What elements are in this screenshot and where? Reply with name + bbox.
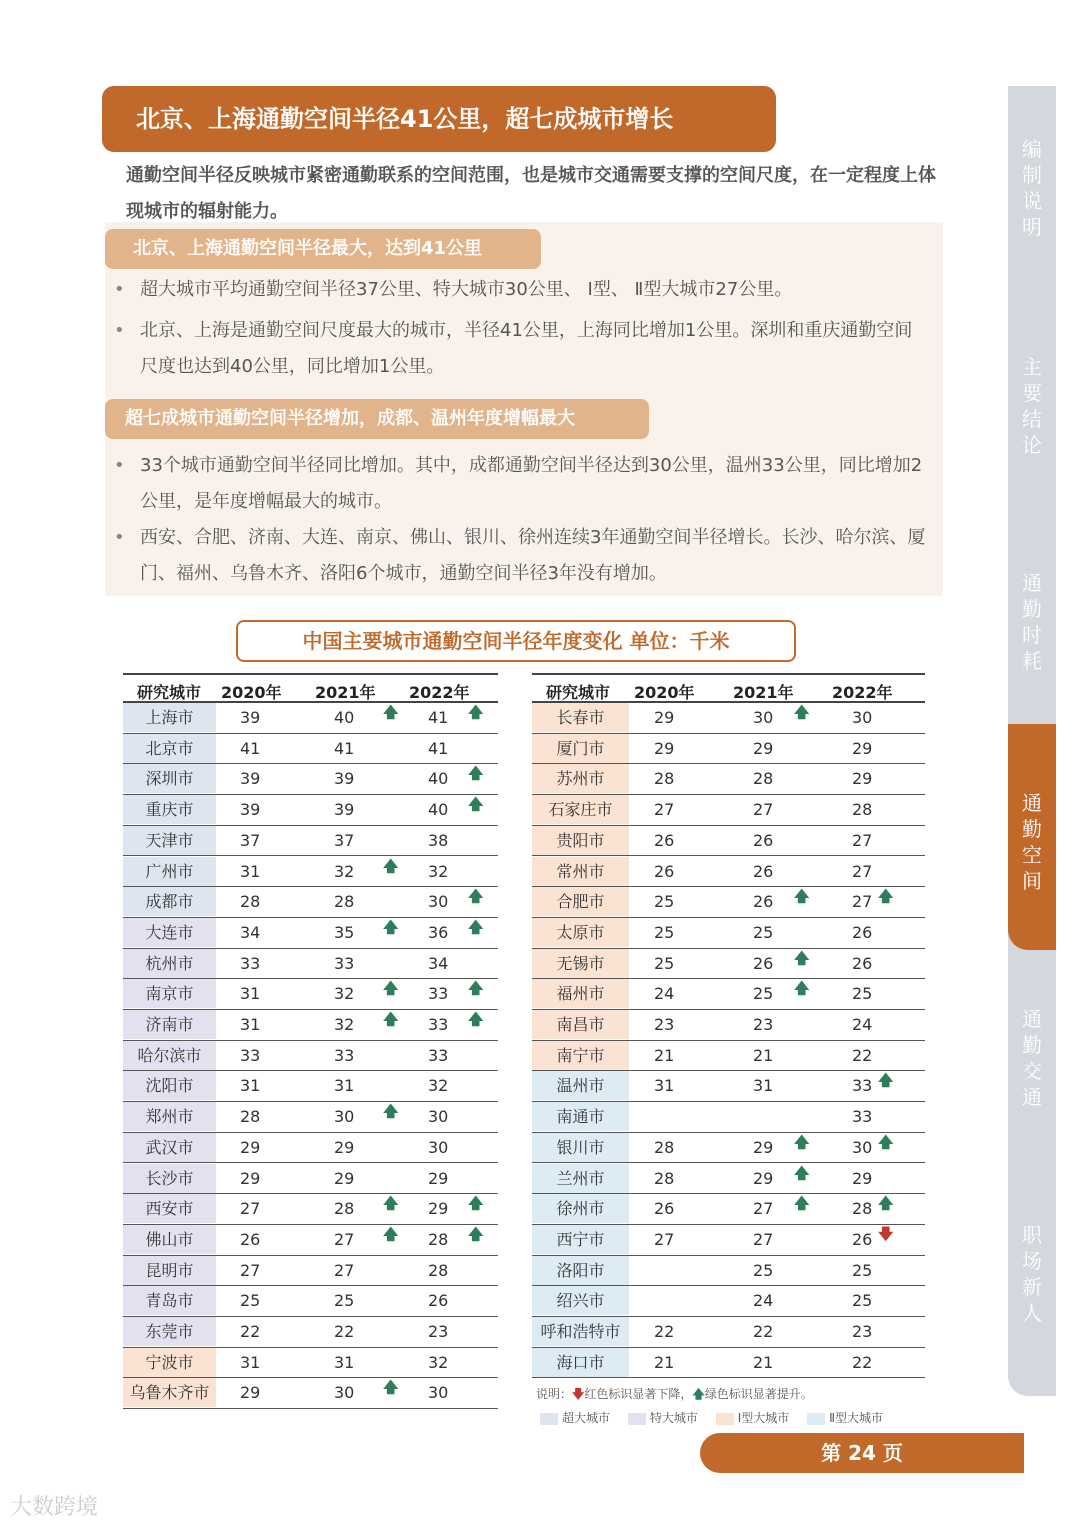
side-nav-item[interactable]: 职 场 新 人 (1022, 1223, 1042, 1325)
value-cell: 29 (240, 1383, 261, 1403)
table-row (532, 764, 925, 795)
city-cell: 宁波市 (123, 1348, 216, 1377)
value-cell: 22 (852, 1352, 873, 1372)
value-cell: 28 (852, 1199, 873, 1219)
up-arrow-icon: 🡅 (878, 1071, 894, 1090)
value-cell: 31 (240, 1015, 261, 1034)
value-cell: 26 (852, 953, 873, 973)
table-row (532, 1348, 925, 1379)
table-row (532, 918, 925, 949)
value-cell: 28 (334, 892, 355, 912)
city-cell: 郑州市 (123, 1102, 216, 1131)
city-cell: 西安市 (123, 1194, 216, 1223)
value-cell: 39 (240, 769, 261, 789)
up-arrow-icon: 🡅 (383, 1102, 399, 1121)
up-arrow-icon: 🡅 (383, 1224, 399, 1243)
value-cell: 30 (753, 708, 774, 727)
col-2022: 2022年 (832, 683, 893, 702)
value-cell: 37 (240, 830, 261, 850)
value-cell: 25 (753, 1260, 774, 1280)
value-cell: 26 (428, 1291, 449, 1311)
value-cell: 29 (428, 1168, 449, 1188)
value-cell: 26 (654, 830, 675, 850)
value-cell: 28 (654, 1168, 675, 1188)
value-cell: 32 (334, 1015, 355, 1034)
up-arrow-icon: 🡅 (468, 979, 484, 998)
value-cell: 27 (852, 892, 873, 912)
value-cell: 27 (334, 1260, 355, 1280)
table-row (532, 857, 925, 888)
value-cell: 29 (753, 1168, 774, 1188)
value-cell: 31 (654, 1076, 675, 1096)
up-arrow-icon: 🡅 (878, 1132, 894, 1151)
table-row (532, 949, 925, 980)
section2-bullet-1: • 33个城市通勤空间半径同比增加。其中，成都通勤空间半径达到30公里，温州33公里，同比增加2公里，是年度增幅最大的城市。 (114, 455, 923, 512)
table-row (532, 826, 925, 857)
up-arrow-icon: 🡅 (383, 856, 399, 875)
value-cell: 41 (240, 738, 261, 758)
value-cell: 22 (852, 1045, 873, 1065)
value-cell: 30 (428, 1383, 449, 1403)
table-legend: 超大城市 特大城市 Ⅰ型大城市 Ⅱ型大城市 (540, 1409, 883, 1426)
table-row (532, 1225, 925, 1256)
value-cell: 29 (334, 1137, 355, 1157)
value-cell: 31 (334, 1076, 355, 1096)
city-cell: 杭州市 (123, 949, 216, 978)
value-cell: 31 (334, 1352, 355, 1372)
value-cell: 29 (240, 1168, 261, 1188)
down-arrow-icon: 🡇 (878, 1224, 894, 1243)
value-cell: 21 (753, 1352, 774, 1372)
city-cell: 乌鲁木齐市 (123, 1378, 216, 1407)
value-cell: 28 (334, 1199, 355, 1219)
city-cell: 福州市 (532, 979, 629, 1008)
col-2021: 2021年 (733, 683, 794, 702)
city-cell: 南宁市 (532, 1041, 629, 1070)
table-row (532, 1133, 925, 1164)
up-arrow-icon: 🡅 (468, 764, 484, 783)
value-cell: 23 (852, 1322, 873, 1341)
value-cell: 41 (428, 738, 449, 758)
value-cell: 34 (428, 953, 449, 973)
value-cell: 37 (334, 830, 355, 850)
value-cell: 26 (753, 861, 774, 881)
value-cell: 26 (852, 1229, 873, 1249)
table-row (532, 795, 925, 826)
table-row (532, 887, 925, 918)
value-cell: 31 (240, 861, 261, 881)
value-cell: 28 (240, 1107, 261, 1127)
city-cell: 成都市 (123, 887, 216, 916)
up-arrow-icon: 🡅 (383, 1378, 399, 1397)
value-cell: 26 (240, 1229, 261, 1249)
value-cell: 27 (852, 830, 873, 850)
value-cell: 27 (753, 1229, 774, 1249)
value-cell: 30 (428, 1107, 449, 1127)
city-cell: 济南市 (123, 1010, 216, 1039)
table-row (123, 887, 498, 918)
table-row (123, 1041, 498, 1072)
value-cell: 30 (334, 1107, 355, 1127)
value-cell: 32 (428, 1076, 449, 1096)
table-row (123, 979, 498, 1010)
up-arrow-icon: 🡅 (794, 703, 810, 721)
up-arrow-icon: 🡅 (383, 703, 399, 721)
value-cell: 25 (753, 984, 774, 1004)
value-cell: 41 (428, 708, 449, 727)
value-cell: 31 (753, 1076, 774, 1096)
value-cell: 33 (428, 984, 449, 1004)
value-cell: 21 (753, 1045, 774, 1065)
value-cell: 30 (428, 892, 449, 912)
table-row (123, 703, 498, 734)
city-cell: 无锡市 (532, 949, 629, 978)
value-cell: 31 (240, 1352, 261, 1372)
value-cell: 23 (428, 1322, 449, 1341)
table-row (123, 857, 498, 888)
value-cell: 26 (654, 1199, 675, 1219)
value-cell: 22 (753, 1322, 774, 1341)
value-cell: 23 (654, 1015, 675, 1034)
value-cell: 29 (852, 738, 873, 758)
up-arrow-icon: 🡅 (468, 795, 484, 814)
table-row (123, 764, 498, 795)
up-arrow-icon: 🡅 (468, 1224, 484, 1243)
city-cell: 长沙市 (123, 1164, 216, 1193)
value-cell: 30 (334, 1383, 355, 1403)
up-arrow-icon: 🡅 (468, 887, 484, 906)
value-cell: 22 (334, 1322, 355, 1341)
table-row (532, 1194, 925, 1225)
up-arrow-icon: 🡅 (794, 887, 810, 906)
table-row (123, 795, 498, 826)
value-cell: 28 (428, 1229, 449, 1249)
up-arrow-icon: 🡅 (383, 1010, 399, 1028)
value-cell: 22 (240, 1322, 261, 1341)
city-cell: 广州市 (123, 857, 216, 886)
city-cell: 上海市 (123, 703, 216, 732)
value-cell: 40 (428, 800, 449, 820)
table-row (123, 1256, 498, 1287)
city-cell: 北京市 (123, 734, 216, 763)
table-row (532, 1010, 925, 1041)
side-nav-item[interactable]: 编 制 说 明 (1022, 137, 1042, 239)
value-cell: 26 (753, 953, 774, 973)
table-row (123, 1133, 498, 1164)
city-cell: 南京市 (123, 979, 216, 1008)
table-row (123, 734, 498, 765)
city-cell: 洛阳市 (532, 1256, 629, 1285)
up-arrow-icon: 🡅 (692, 1387, 705, 1401)
value-cell: 21 (654, 1045, 675, 1065)
table-row (532, 979, 925, 1010)
table-row (123, 1317, 498, 1348)
side-nav-item[interactable]: 通 勤 空 间 (1022, 791, 1042, 893)
col-2020: 2020年 (221, 683, 282, 702)
up-arrow-icon: 🡅 (794, 948, 810, 967)
value-cell: 28 (654, 1137, 675, 1157)
value-cell: 23 (753, 1015, 774, 1034)
col-city: 研究城市 (546, 683, 611, 702)
value-cell: 29 (753, 1137, 774, 1157)
value-cell: 33 (852, 1107, 873, 1127)
city-cell: 海口市 (532, 1348, 629, 1377)
city-cell: 长春市 (532, 703, 629, 732)
value-cell: 29 (753, 738, 774, 758)
value-cell: 27 (852, 861, 873, 881)
city-cell: 呼和浩特市 (532, 1317, 629, 1346)
value-cell: 33 (334, 953, 355, 973)
value-cell: 28 (852, 800, 873, 820)
value-cell: 25 (654, 953, 675, 973)
section2-bullet-2: • 西安、合肥、济南、大连、南京、佛山、银川、徐州连续3年通勤空间半径增长。长沙、哈尔滨、厦门、福州、乌鲁木齐、洛阳6个城市，通勤空间半径3年没有增加。 (114, 527, 926, 584)
value-cell: 25 (654, 922, 675, 942)
city-cell: 东莞市 (123, 1317, 216, 1346)
value-cell: 33 (428, 1015, 449, 1034)
value-cell: 39 (240, 708, 261, 727)
value-cell: 25 (240, 1291, 261, 1311)
value-cell: 24 (654, 984, 675, 1004)
table-row (123, 1225, 498, 1256)
city-cell: 徐州市 (532, 1194, 629, 1223)
col-2020: 2020年 (634, 683, 695, 702)
up-arrow-icon: 🡅 (383, 1194, 399, 1213)
value-cell: 29 (654, 738, 675, 758)
city-cell: 沈阳市 (123, 1071, 216, 1100)
value-cell: 27 (654, 1229, 675, 1249)
page-title: 北京、上海通勤空间半径41公里，超七成城市增长 (102, 86, 776, 152)
up-arrow-icon: 🡅 (794, 1163, 810, 1182)
city-cell: 深圳市 (123, 764, 216, 793)
value-cell: 35 (334, 922, 355, 942)
city-cell: 厦门市 (532, 734, 629, 763)
value-cell: 32 (334, 861, 355, 881)
table-header (123, 673, 498, 703)
city-cell: 合肥市 (532, 887, 629, 916)
table-row (123, 826, 498, 857)
city-cell: 温州市 (532, 1071, 629, 1100)
city-cell: 石家庄市 (532, 795, 629, 824)
value-cell: 27 (654, 800, 675, 820)
value-cell: 27 (334, 1229, 355, 1249)
value-cell: 25 (852, 1260, 873, 1280)
col-city: 研究城市 (137, 683, 202, 702)
city-cell: 青岛市 (123, 1286, 216, 1315)
value-cell: 25 (852, 984, 873, 1004)
value-cell: 41 (334, 738, 355, 758)
intro-paragraph: 通勤空间半径反映城市紧密通勤联系的空间范围，也是城市交通需要支撑的空间尺度，在一定程度上体现城市的辐射能力。 (126, 165, 936, 222)
table-row (532, 734, 925, 765)
value-cell: 26 (753, 830, 774, 850)
up-arrow-icon: 🡅 (794, 1132, 810, 1151)
value-cell: 39 (240, 800, 261, 820)
table-row (123, 1378, 498, 1409)
table-row (532, 1071, 925, 1102)
col-2021: 2021年 (315, 683, 376, 702)
value-cell: 29 (852, 1168, 873, 1188)
up-arrow-icon: 🡅 (468, 917, 484, 936)
table-row (532, 1256, 925, 1287)
table-row (123, 1071, 498, 1102)
table-row (532, 1102, 925, 1133)
city-cell: 银川市 (532, 1133, 629, 1162)
value-cell: 21 (654, 1352, 675, 1372)
up-arrow-icon: 🡅 (468, 703, 484, 721)
value-cell: 27 (753, 800, 774, 820)
table-row (123, 1286, 498, 1317)
city-cell: 绍兴市 (532, 1286, 629, 1315)
value-cell: 32 (428, 861, 449, 881)
value-cell: 26 (753, 892, 774, 912)
city-cell: 太原市 (532, 918, 629, 947)
up-arrow-icon: 🡅 (794, 1194, 810, 1213)
value-cell: 24 (852, 1015, 873, 1034)
value-cell: 30 (428, 1137, 449, 1157)
value-cell: 27 (240, 1260, 261, 1280)
city-cell: 天津市 (123, 826, 216, 855)
value-cell: 28 (654, 769, 675, 789)
value-cell: 34 (240, 922, 261, 942)
city-cell: 南昌市 (532, 1010, 629, 1039)
table-row (123, 1164, 498, 1195)
section1-bullet-1: • 超大城市平均通勤空间半径37公里、特大城市30公里、 Ⅰ型、 Ⅱ型大城市27公里。 (114, 279, 793, 300)
value-cell: 40 (428, 769, 449, 789)
table-header (532, 673, 925, 703)
value-cell: 25 (753, 922, 774, 942)
table-row (123, 918, 498, 949)
value-cell: 27 (240, 1199, 261, 1219)
value-cell: 28 (428, 1260, 449, 1280)
city-cell: 武汉市 (123, 1133, 216, 1162)
col-2022: 2022年 (409, 683, 470, 702)
city-cell: 昆明市 (123, 1256, 216, 1285)
value-cell: 25 (654, 892, 675, 912)
value-cell: 31 (240, 984, 261, 1004)
up-arrow-icon: 🡅 (794, 979, 810, 998)
value-cell: 33 (334, 1045, 355, 1065)
city-cell: 苏州市 (532, 764, 629, 793)
value-cell: 33 (852, 1076, 873, 1096)
value-cell: 32 (334, 984, 355, 1004)
value-cell: 22 (654, 1322, 675, 1341)
value-cell: 39 (334, 800, 355, 820)
up-arrow-icon: 🡅 (878, 1194, 894, 1213)
city-cell: 贵阳市 (532, 826, 629, 855)
up-arrow-icon: 🡅 (468, 1194, 484, 1213)
table-row (123, 1194, 498, 1225)
table-row (532, 703, 925, 734)
side-nav-item[interactable]: 主 要 结 论 (1022, 355, 1042, 457)
city-cell: 大连市 (123, 918, 216, 947)
city-cell: 佛山市 (123, 1225, 216, 1254)
table-row (532, 1286, 925, 1317)
city-cell: 重庆市 (123, 795, 216, 824)
table-row (532, 1317, 925, 1348)
value-cell: 25 (852, 1291, 873, 1311)
table-row (123, 949, 498, 980)
up-arrow-icon: 🡅 (468, 1010, 484, 1028)
section2-heading: 超七成城市通勤空间半径增加，成都、温州年度增幅最大 (105, 399, 649, 439)
value-cell: 29 (428, 1199, 449, 1219)
down-arrow-icon: 🡇 (572, 1387, 585, 1401)
section1-bullet-2: • 北京、上海是通勤空间尺度最大的城市，半径41公里，上海同比增加1公里。深圳和重庆通勤空间尺度也达到40公里，同比增加1公里。 (114, 320, 913, 377)
value-cell: 26 (654, 861, 675, 881)
value-cell: 28 (240, 892, 261, 912)
table-title: 中国主要城市通勤空间半径年度变化 单位：千米 (236, 620, 796, 662)
value-cell: 30 (852, 708, 873, 727)
city-cell: 西宁市 (532, 1225, 629, 1254)
city-cell: 哈尔滨市 (123, 1041, 216, 1070)
value-cell: 28 (753, 769, 774, 789)
up-arrow-icon: 🡅 (383, 979, 399, 998)
value-cell: 40 (334, 708, 355, 727)
up-arrow-icon: 🡅 (878, 887, 894, 906)
table-note: 说明：🡇红色标识显著下降，🡅绿色标识显著提升。 (536, 1387, 813, 1401)
value-cell: 33 (240, 1045, 261, 1065)
value-cell: 32 (428, 1352, 449, 1372)
value-cell: 38 (428, 830, 449, 850)
value-cell: 31 (240, 1076, 261, 1096)
page-number: 第 24 页 (700, 1433, 1024, 1473)
table-row (123, 1348, 498, 1379)
value-cell: 29 (334, 1168, 355, 1188)
value-cell: 29 (852, 769, 873, 789)
table-row (532, 1041, 925, 1072)
value-cell: 24 (753, 1291, 774, 1311)
value-cell: 29 (654, 708, 675, 727)
section1-heading: 北京、上海通勤空间半径最大，达到41公里 (105, 229, 541, 269)
city-cell: 南通市 (532, 1102, 629, 1131)
up-arrow-icon: 🡅 (383, 917, 399, 936)
value-cell: 29 (240, 1137, 261, 1157)
value-cell: 30 (852, 1137, 873, 1157)
city-cell: 兰州市 (532, 1164, 629, 1193)
value-cell: 36 (428, 922, 449, 942)
value-cell: 25 (334, 1291, 355, 1311)
value-cell: 27 (753, 1199, 774, 1219)
table-row (123, 1010, 498, 1041)
city-cell: 常州市 (532, 857, 629, 886)
table-row (123, 1102, 498, 1133)
value-cell: 33 (240, 953, 261, 973)
value-cell: 39 (334, 769, 355, 789)
watermark: 大数跨境 (10, 1495, 99, 1520)
side-nav-item[interactable]: 通 勤 时 耗 (1022, 571, 1042, 673)
table-row (532, 1164, 925, 1195)
value-cell: 33 (428, 1045, 449, 1065)
side-nav-item[interactable]: 通 勤 交 通 (1022, 1007, 1042, 1109)
value-cell: 26 (852, 922, 873, 942)
